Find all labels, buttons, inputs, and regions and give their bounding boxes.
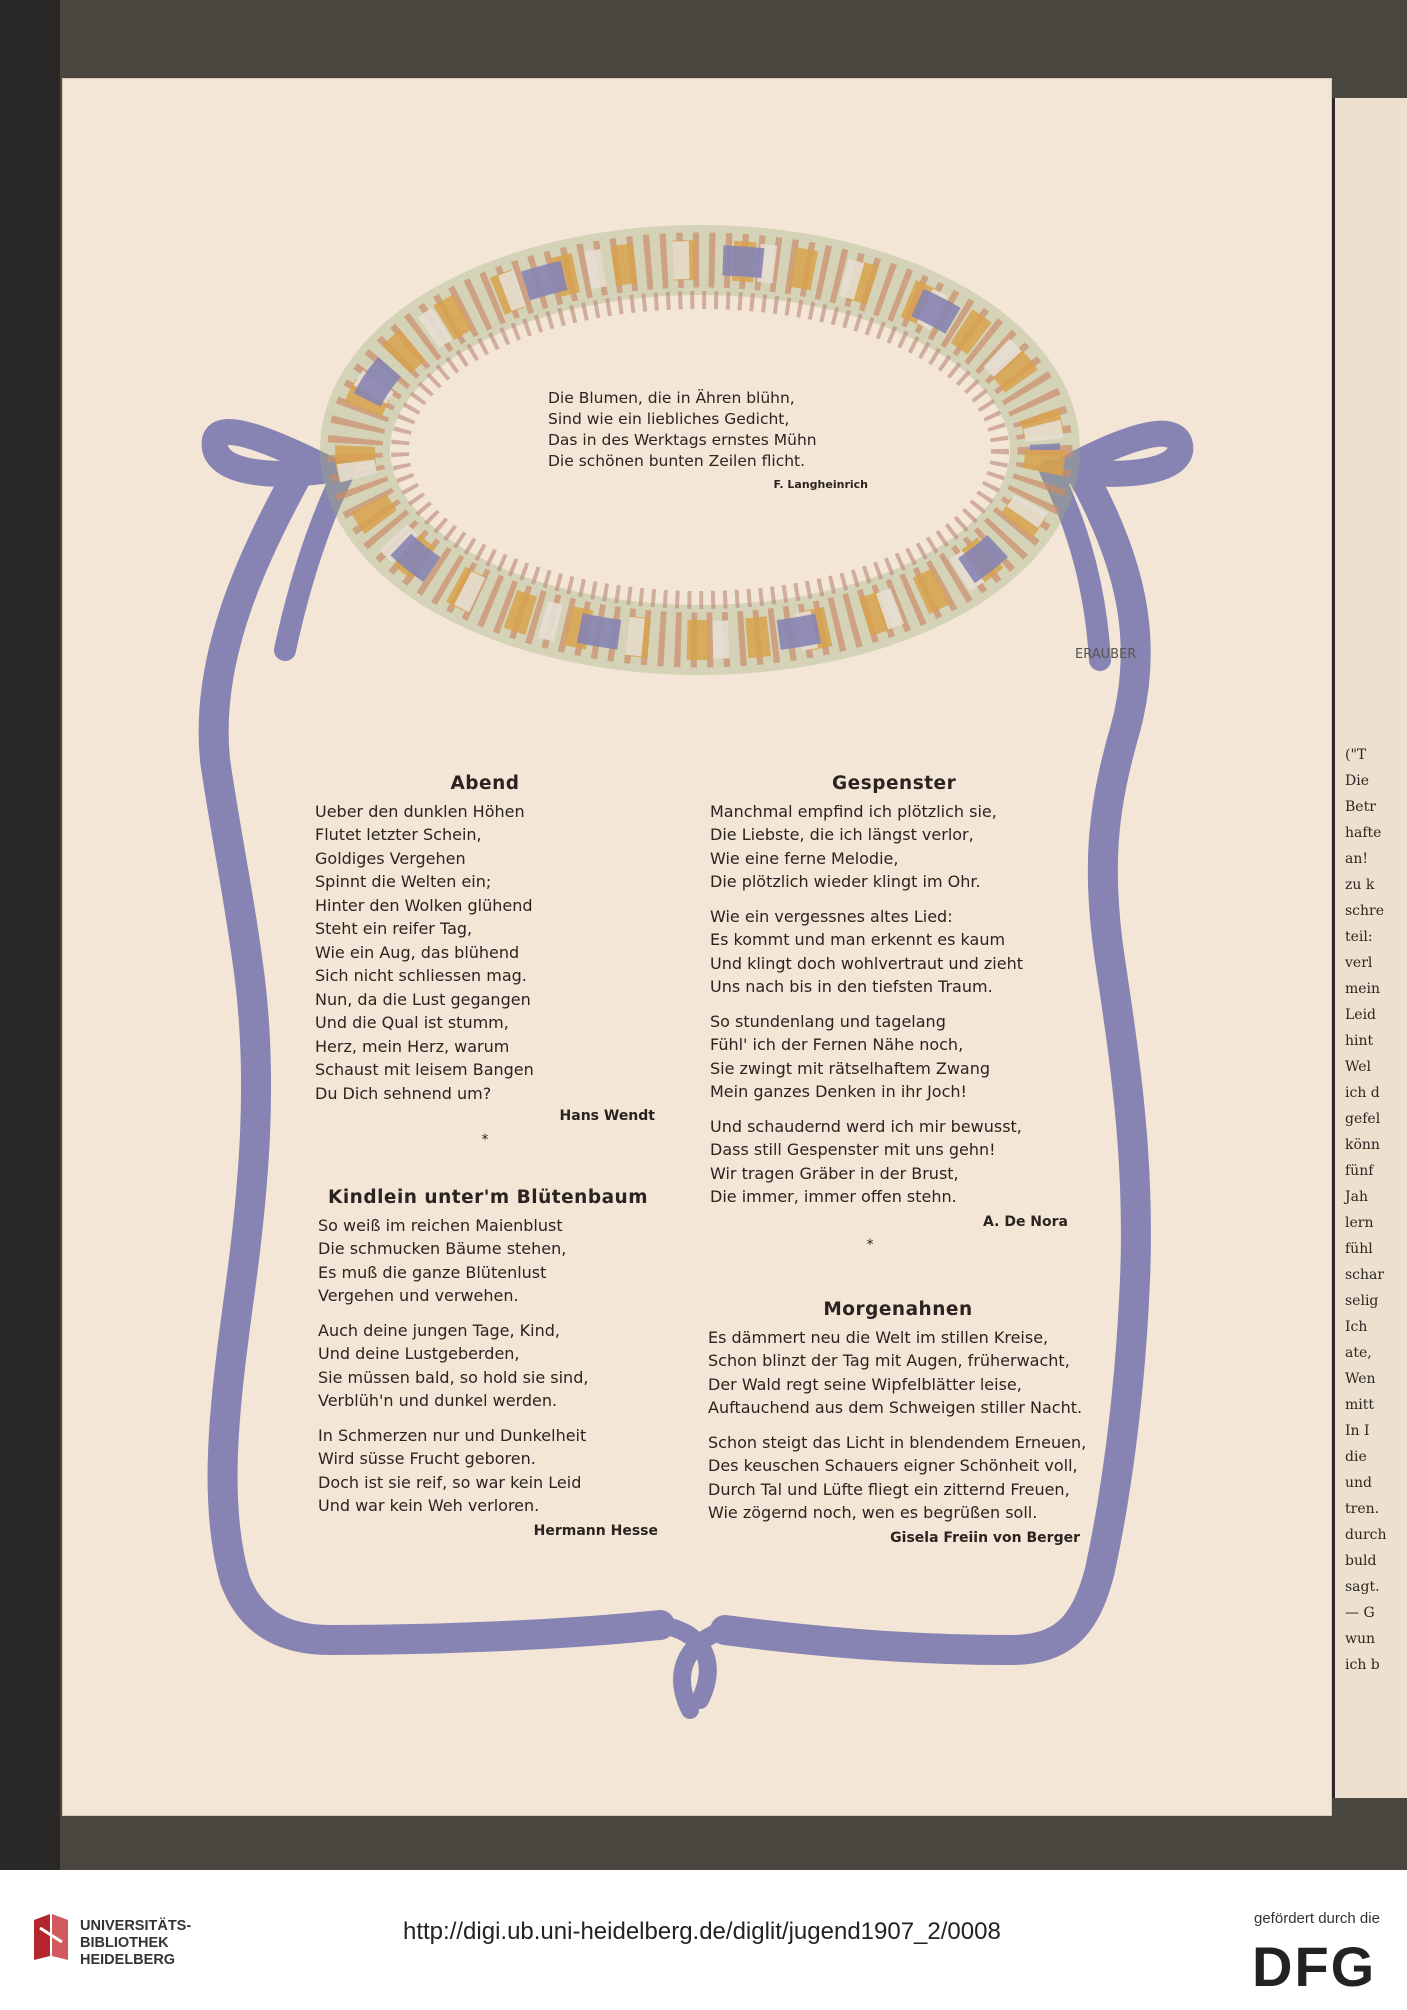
- adjacent-page-fragment: wun: [1345, 1631, 1376, 1647]
- poem-line: Und schaudernd werd ich mir bewusst,: [710, 1116, 1022, 1136]
- quote-line: Die Blumen, die in Ähren blühn,: [548, 389, 795, 407]
- institution-name: [80, 1918, 191, 1969]
- adjacent-page-fragment: fünf: [1345, 1163, 1374, 1179]
- poem-line: Schaust mit leisem Bangen: [315, 1060, 534, 1079]
- separator-star: *: [866, 1237, 874, 1253]
- separator-star: *: [481, 1131, 489, 1148]
- adjacent-page-fragment: selig: [1345, 1293, 1379, 1309]
- poem-line: Hinter den Wolken glühend: [315, 895, 533, 915]
- poem-line: Auftauchend aus dem Schweigen stiller Nacht.: [708, 1398, 1083, 1417]
- adjacent-page-fragment: Jah: [1345, 1189, 1368, 1205]
- poem-line: Die plötzlich wieder klingt im Ohr.: [710, 872, 981, 891]
- adjacent-page-fragment: lern: [1345, 1215, 1374, 1231]
- adjacent-page-fragment: Wel: [1345, 1059, 1372, 1075]
- adjacent-page-fragment: durch: [1345, 1527, 1387, 1543]
- institution-line: UNIVERSITÄTS-: [80, 1918, 192, 1934]
- institution-line: HEIDELBERG: [80, 1952, 176, 1968]
- poem-line: Ueber den dunklen Höhen: [315, 801, 525, 821]
- adjacent-page-fragment: teil:: [1345, 929, 1373, 945]
- poem-line: Schon steigt das Licht in blendendem Erneuen,: [708, 1432, 1087, 1452]
- poem-line: Steht ein reifer Tag,: [315, 919, 473, 938]
- poem-line: Dass still Gespenster mit uns gehn!: [710, 1140, 996, 1159]
- poem-line: Sie müssen bald, so hold sie sind,: [318, 1367, 589, 1387]
- poem-line: In Schmerzen nur und Dunkelheit: [318, 1425, 587, 1445]
- poem-line: Es dämmert neu die Welt im stillen Kreise,: [708, 1327, 1049, 1347]
- poem-line: Durch Tal und Lüfte fliegt ein zitternd Freuen,: [708, 1479, 1070, 1499]
- poem-line: Spinnt die Welten ein;: [315, 872, 492, 891]
- poem-title: Abend: [450, 773, 520, 794]
- poem-line: Es kommt und man erkennt es kaum: [710, 930, 1006, 949]
- adjacent-page-fragment: und: [1345, 1475, 1372, 1491]
- poem-line: Sie zwingt mit rätselhaftem Zwang: [710, 1058, 991, 1078]
- poem-line: Goldiges Vergehen: [315, 848, 466, 868]
- poem-line: Du Dich sehnend um?: [315, 1083, 492, 1103]
- adjacent-page-fragment: Leid: [1345, 1007, 1377, 1023]
- adjacent-page-fragment: tren.: [1345, 1501, 1380, 1517]
- poem-line: Herz, mein Herz, warum: [315, 1036, 510, 1056]
- permalink-url[interactable]: http://digi.ub.uni-heidelberg.de/diglit/jugend1907_2/0008: [403, 1918, 1001, 1945]
- poem-line: Sich nicht schliessen mag.: [315, 966, 527, 985]
- poem-line: Verblüh'n und dunkel werden.: [318, 1391, 558, 1410]
- poem-line: Es muß die ganze Blütenlust: [318, 1262, 547, 1282]
- poem-gespenster: [710, 772, 1080, 1258]
- poem-line: Fühl' ich der Fernen Nähe noch,: [710, 1035, 964, 1054]
- adjacent-page-fragment: an!: [1345, 851, 1368, 867]
- adjacent-page-fragment: die: [1345, 1449, 1367, 1465]
- adjacent-page-fragment: ("T: [1345, 747, 1367, 763]
- poem-line: Die Liebste, die ich längst verlor,: [710, 825, 974, 844]
- adjacent-page-fragment: Ich: [1345, 1319, 1368, 1335]
- artist-signature: ERAUBER: [1075, 647, 1137, 662]
- poem-title: Kindlein unter'm Blütenbaum: [327, 1187, 648, 1208]
- adjacent-page-fragment: ate,: [1345, 1345, 1372, 1361]
- adjacent-page-fragment: fühl: [1345, 1241, 1373, 1257]
- poem-line: Schon blinzt der Tag mit Augen, früherwacht,: [708, 1351, 1070, 1370]
- institution-line: BIBLIOTHEK: [80, 1935, 169, 1951]
- poem-line: Und die Qual ist stumm,: [315, 1013, 509, 1032]
- poem-line: Vergehen und verwehen.: [318, 1286, 519, 1305]
- quote-line: Sind wie ein liebliches Gedicht,: [548, 410, 790, 428]
- quote-author: F. Langheinrich: [773, 478, 868, 491]
- poem-line: Und klingt doch wohlvertraut und zieht: [710, 953, 1024, 973]
- adjacent-page-fragment: hafte: [1345, 825, 1382, 841]
- poem-author: Gisela Freiin von Berger: [890, 1529, 1080, 1546]
- adjacent-page-fragment: zu k: [1345, 877, 1375, 893]
- adjacent-page-fragment: hint: [1345, 1033, 1374, 1049]
- poem-line: Flutet letzter Schein,: [315, 825, 482, 844]
- poem-line: Wie zögernd noch, wen es begrüßen soll.: [708, 1503, 1038, 1522]
- funded-by-label: gefördert durch die: [1254, 1910, 1380, 1927]
- adjacent-page-fragment: mitt: [1345, 1397, 1375, 1413]
- adjacent-page-fragment: ich b: [1345, 1657, 1380, 1673]
- poem-line: Wir tragen Gräber in der Brust,: [710, 1163, 959, 1183]
- poem-title: Gespenster: [832, 773, 957, 794]
- adjacent-page-fragment: verl: [1345, 955, 1373, 971]
- poem-line: Auch deine jungen Tage, Kind,: [318, 1320, 560, 1340]
- poem-author: Hermann Hesse: [533, 1522, 658, 1539]
- poem-line: Wie ein Aug, das blühend: [315, 942, 520, 962]
- poem-kindlein: [318, 1186, 658, 1543]
- poem-title: Morgenahnen: [823, 1299, 973, 1320]
- adjacent-page-fragment: — G: [1345, 1605, 1375, 1621]
- poem-line: Uns nach bis in den tiefsten Traum.: [710, 977, 993, 996]
- adjacent-page-fragment: Wen: [1345, 1371, 1376, 1387]
- adjacent-page-fragment: In I: [1345, 1423, 1370, 1439]
- quote-line: Das in des Werktags ernstes Mühn: [548, 431, 817, 449]
- adjacent-page-fragment: könn: [1345, 1137, 1380, 1153]
- poem-line: Manchmal empfind ich plötzlich sie,: [710, 801, 997, 821]
- adjacent-page-fragment: Betr: [1345, 799, 1376, 815]
- poem-line: So weiß im reichen Maienblust: [318, 1215, 563, 1235]
- poem-line: So stundenlang und tagelang: [710, 1011, 946, 1031]
- quote-line: Die schönen bunten Zeilen flicht.: [548, 452, 806, 470]
- dfg-logo: DFG: [1252, 1935, 1377, 1998]
- poem-line: Wie eine ferne Melodie,: [710, 848, 899, 868]
- poem-line: Des keuschen Schauers eigner Schönheit voll,: [708, 1456, 1078, 1475]
- adjacent-page-fragment: sagt.: [1345, 1579, 1380, 1595]
- poem-author: Hans Wendt: [559, 1108, 655, 1124]
- poem-abend: [315, 772, 655, 1152]
- poem-line: Und war kein Weh verloren.: [318, 1496, 540, 1515]
- poem-line: Die immer, immer offen stehn.: [710, 1187, 957, 1206]
- poem-line: Der Wald regt seine Wipfelblätter leise,: [708, 1374, 1022, 1394]
- poem-line: Doch ist sie reif, so war kein Leid: [318, 1472, 582, 1492]
- adjacent-page-fragment: mein: [1345, 981, 1381, 997]
- university-library-logo-icon: [30, 1912, 72, 1962]
- poem-line: Nun, da die Lust gegangen: [315, 989, 531, 1009]
- adjacent-page-fragment: schre: [1345, 903, 1385, 919]
- adjacent-page-fragment: buld: [1345, 1553, 1377, 1569]
- poem-author: A. De Nora: [983, 1213, 1068, 1230]
- wreath-quote: [548, 388, 868, 495]
- adjacent-page-fragment: ich d: [1345, 1085, 1380, 1101]
- adjacent-page-fragment: gefel: [1345, 1111, 1381, 1127]
- poem-line: Die schmucken Bäume stehen,: [318, 1239, 567, 1258]
- poem-line: Mein ganzes Denken in ihr Joch!: [710, 1082, 967, 1101]
- adjacent-page-fragment: schar: [1345, 1267, 1385, 1283]
- poem-line: Wird süsse Frucht geboren.: [318, 1449, 536, 1468]
- adjacent-page-fragment: Die: [1345, 773, 1369, 789]
- poem-line: Und deine Lustgeberden,: [318, 1344, 520, 1363]
- poem-morgenahnen: [708, 1298, 1108, 1550]
- poem-line: Wie ein vergessnes altes Lied:: [710, 906, 953, 926]
- footer-bar: [0, 1870, 1407, 2010]
